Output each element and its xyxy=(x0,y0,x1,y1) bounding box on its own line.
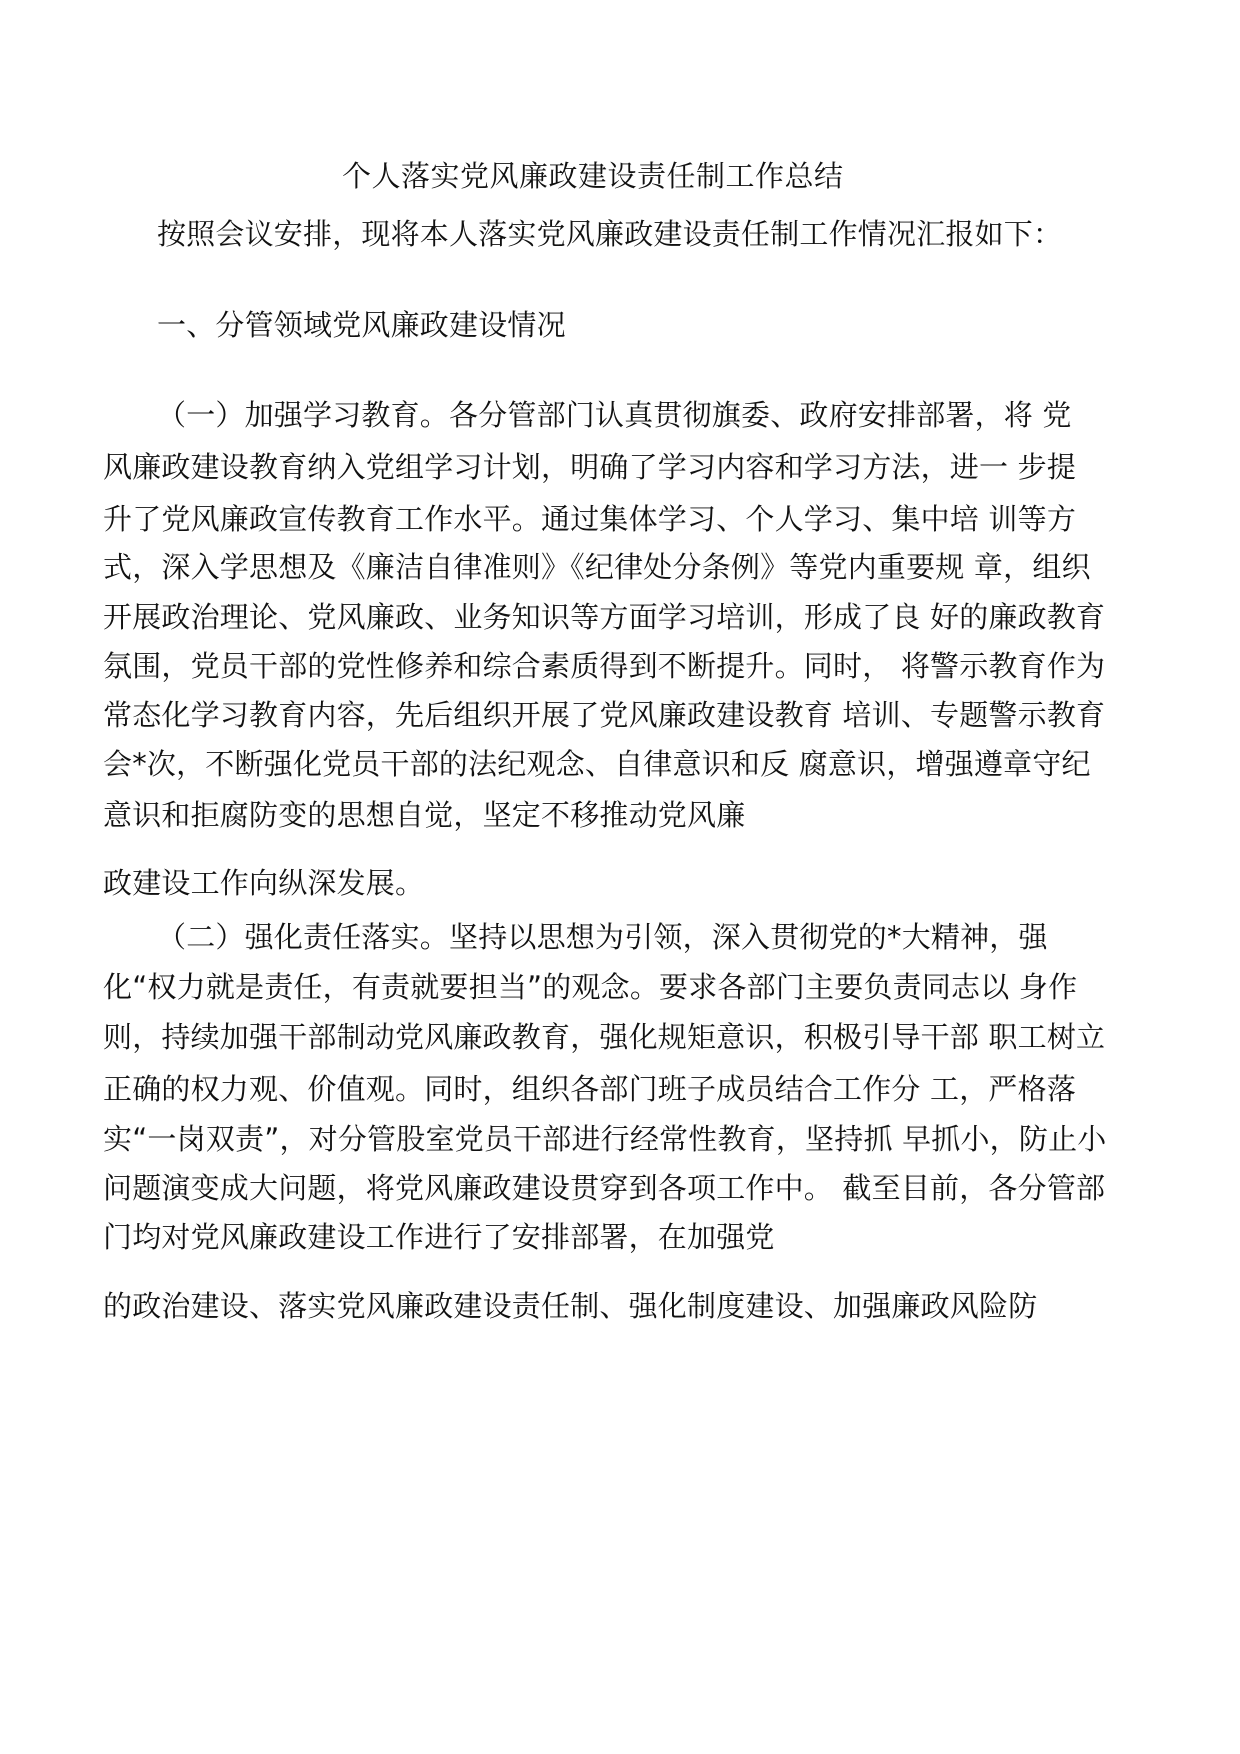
intro-line: 按照会议安排，现将本人落实党风廉政建设责任制工作情况汇报如下： xyxy=(157,217,1063,251)
paragraph-line: （二）强化责任落实。坚持以思想为引领，深入贯彻党的*大精神，强 xyxy=(157,920,1048,954)
paragraph-line: 化“权力就是责任，有责就要担当”的观念。要求各部门主要负责同志以 身作 xyxy=(103,970,1078,1004)
paragraph-line: 意识和拒腐防变的思想自觉，坚定不移推动党风廉 xyxy=(103,798,746,832)
paragraph-line: 则，持续加强干部制动党风廉政教育，强化规矩意识，积极引导干部 职工树立 xyxy=(103,1020,1106,1054)
paragraph-line: （一）加强学习教育。各分管部门认真贯彻旗委、政府安排部署，将 党 xyxy=(157,398,1072,432)
paragraph-line: 正确的权力观、价值观。同时，组织各部门班子成员结合工作分 工，严格落 xyxy=(103,1072,1077,1106)
paragraph-line: 政建设工作向纵深发展。 xyxy=(103,866,425,900)
paragraph-line: 常态化学习教育内容，先后组织开展了党风廉政建设教育 培训、专题警示教育 xyxy=(103,698,1106,732)
paragraph-line: 实“一岗双责”，对分管股室党员干部进行经常性教育，坚持抓 早抓小，防止小 xyxy=(103,1122,1107,1156)
paragraph-line: 风廉政建设教育纳入党组学习计划，明确了学习内容和学习方法，进一 步提 xyxy=(103,450,1077,484)
paragraph-line: 升了党风廉政宣传教育工作水平。通过集体学习、个人学习、集中培 训等方 xyxy=(103,502,1077,536)
paragraph-line: 式，深入学思想及《廉洁自律准则》《纪律处分条例》等党内重要规 章，组织 xyxy=(103,550,1091,584)
paragraph-line: 门均对党风廉政建设工作进行了安排部署，在加强党 xyxy=(103,1220,775,1254)
paragraph-line: 会*次，不断强化党员干部的法纪观念、自律意识和反 腐意识，增强遵章守纪 xyxy=(103,747,1091,781)
document-title: 个人落实党风廉政建设责任制工作总结 xyxy=(342,159,844,193)
section-heading: 一、分管领域党风廉政建设情况 xyxy=(157,308,566,342)
paragraph-line: 问题演变成大问题，将党风廉政建设贯穿到各项工作中。 截至目前，各分管部 xyxy=(103,1171,1106,1205)
paragraph-line: 氛围，党员干部的党性修养和综合素质得到不断提升。同时， 将警示教育作为 xyxy=(103,649,1106,683)
paragraph-line: 开展政治理论、党风廉政、业务知识等方面学习培训，形成了良 好的廉政教育 xyxy=(103,600,1106,634)
paragraph-line: 的政治建设、落实党风廉政建设责任制、强化制度建设、加强廉政风险防 xyxy=(103,1289,1038,1323)
